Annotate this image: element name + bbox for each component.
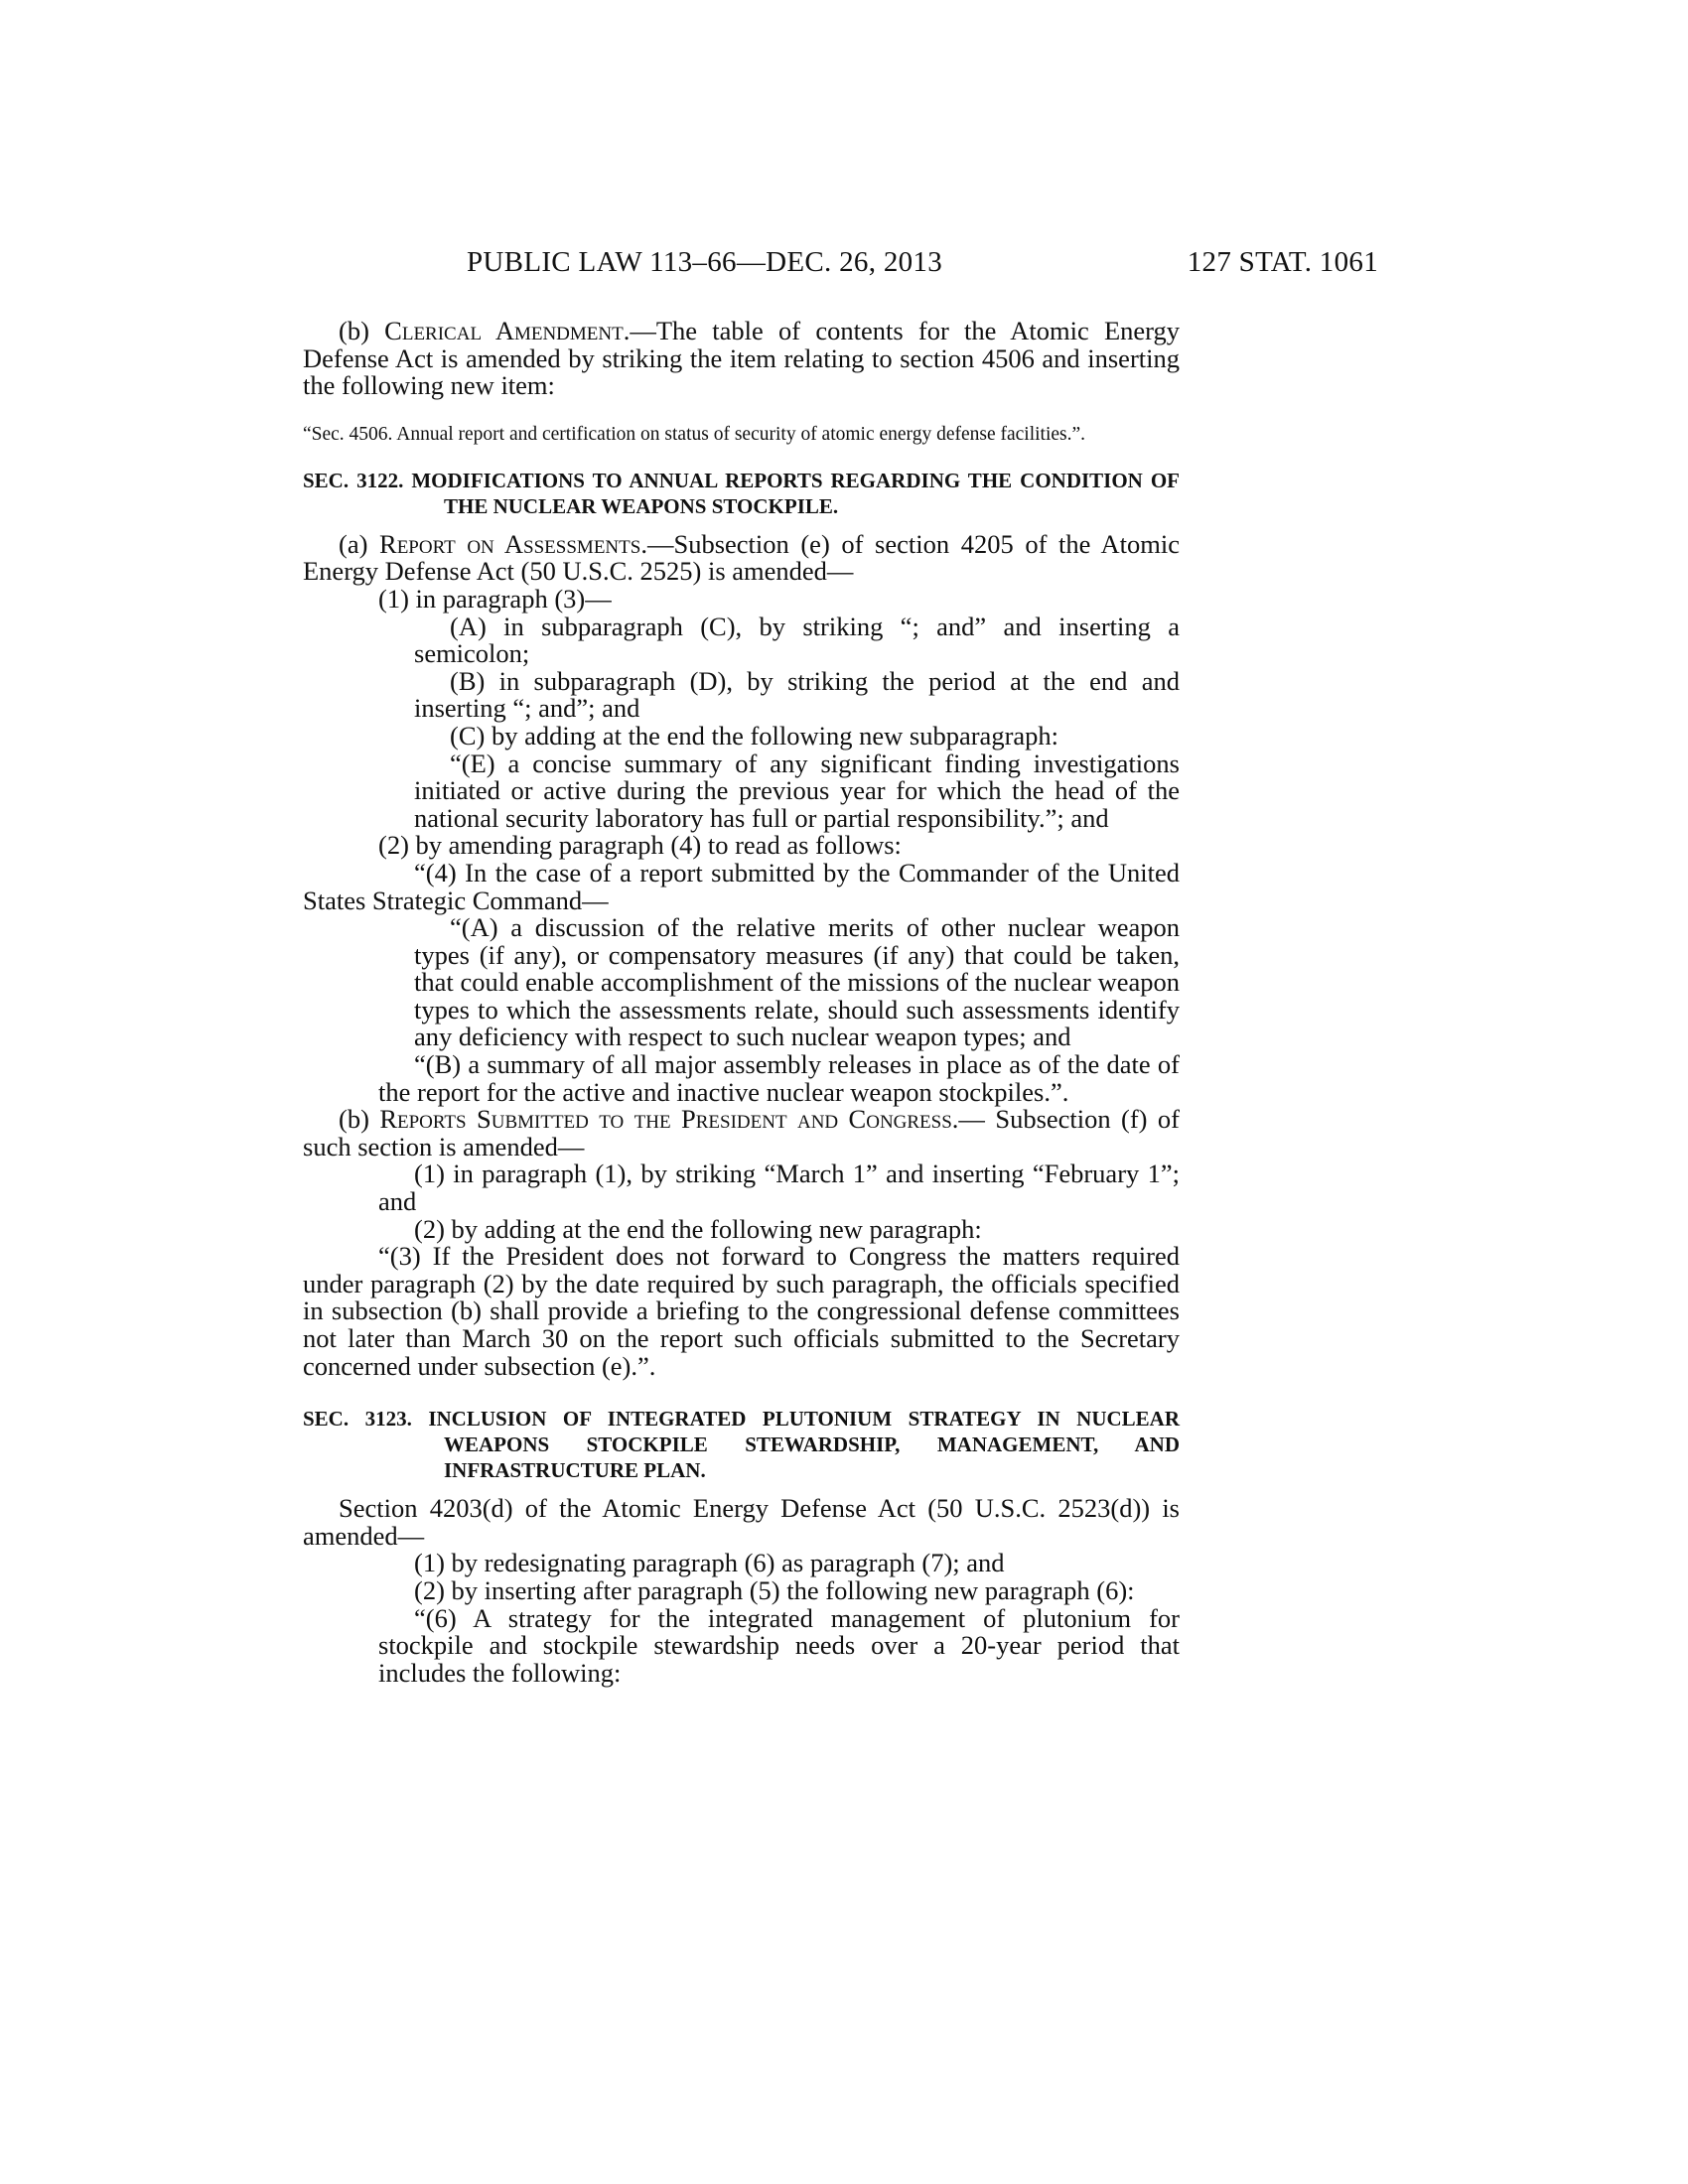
page-header [467,246,1378,286]
paragraph-a2: (2) by amending paragraph (4) to read as follows: [378,830,902,861]
subsection-a-paragraph: (a) Report on Assessments.—Subsection (e) of section 4205 of the Atomic Energy Defense Act (50 U.S.C. 2525) is amended— [303,528,1180,587]
subsection-a-caption: Report on Assessments [379,528,641,559]
subsection-b-caption: Reports Submitted to the President and Congress [379,1104,952,1135]
quoted-subparagraph-4A: “(A) a discussion of the relative merits of other nuclear weapon types (if any), or compensatory measures (if any) that could be taken, that could enable accomplishment of the missions of the nuclear weapon types to which the assessments relate, should such assessments identify any deficiency with respect to such nuclear weapon types; and [414,912,1180,1052]
quoted-paragraph-4: “(4) In the case of a report submitted by the Commander of the United States Strategic Command— [303,857,1180,915]
statute-page-number: 127 STAT. 1061 [1187,246,1378,278]
toc-item: “Sec. 4506. Annual report and certification on status of security of atomic energy defense facilities.”. [303,423,1086,445]
document-body [303,318,1180,1687]
clerical-amendment-paragraph: (b) Clerical Amendment.—The table of contents for the Atomic Energy Defense Act is amended by striking the item relating to section 4506 and inserting the following new item: [303,316,1180,401]
section-3122-heading: SEC. 3122. MODIFICATIONS TO ANNUAL REPORTS REGARDING THE CONDITION OF THE NUCLEAR WEAPONS STOCKPILE. [303,468,1180,518]
subsection-b-paragraph: (b) Reports Submitted to the President and Congress.— Subsection (f) of such section is amended— [303,1104,1180,1161]
paragraph-3123-1: (1) by redesignating paragraph (6) as paragraph (7); and [414,1548,1005,1578]
section-3123-intro: Section 4203(d) of the Atomic Energy Defense Act (50 U.S.C. 2523(d)) is amended— [303,1493,1180,1551]
subparagraph-a1A: (A) in subparagraph (C), by striking “; and” and inserting a semicolon; [414,611,1180,669]
subparagraph-a1B: (B) in subparagraph (D), by striking the period at the end and inserting “; and”; and [414,665,1180,724]
public-law-citation: PUBLIC LAW 113–66—DEC. 26, 2013 [467,246,943,278]
paragraph-b1: (1) in paragraph (1), by striking “March 1” and inserting “February 1”; and [378,1159,1180,1217]
section-3123-heading: SEC. 3123. INCLUSION OF INTEGRATED PLUTONIUM STRATEGY IN NUCLEAR WEAPONS STOCKPILE STEWARDSHIP, MANAGEMENT, AND INFRASTRUCTURE PLAN. [303,1407,1180,1483]
quoted-paragraph-6: “(6) A strategy for the integrated management of plutonium for stockpile and stockpile stewardship needs over a 20-year period that includes the following: [378,1602,1180,1688]
paragraph-a1: (1) in paragraph (3)— [378,583,612,614]
quoted-paragraph-3: “(3) If the President does not forward to Congress the matters required under paragraph (2) by the date required by such paragraph, the officials specified in subsection (b) shall provide a briefing to the congressional defense committees not later than March 30 on the report such officials submitted to the Secretary concerned under subsection (e).”. [303,1241,1180,1381]
clerical-amendment-caption: Clerical Amendment [384,316,624,345]
quoted-subparagraph-E: “(E) a concise summary of any significant finding investigations initiated or active during the previous year for which the head of the national security laboratory has full or partial responsibility.”; and [414,748,1180,833]
paragraph-b2: (2) by adding at the end the following new paragraph: [414,1213,982,1244]
paragraph-3123-2: (2) by inserting after paragraph (5) the following new paragraph (6): [414,1574,1135,1605]
quoted-subparagraph-4B: “(B) a summary of all major assembly releases in place as of the date of the report for the active and inactive nuclear weapon stockpiles.”. [378,1049,1180,1107]
subparagraph-a1C: (C) by adding at the end the following new subparagraph: [450,720,1059,751]
